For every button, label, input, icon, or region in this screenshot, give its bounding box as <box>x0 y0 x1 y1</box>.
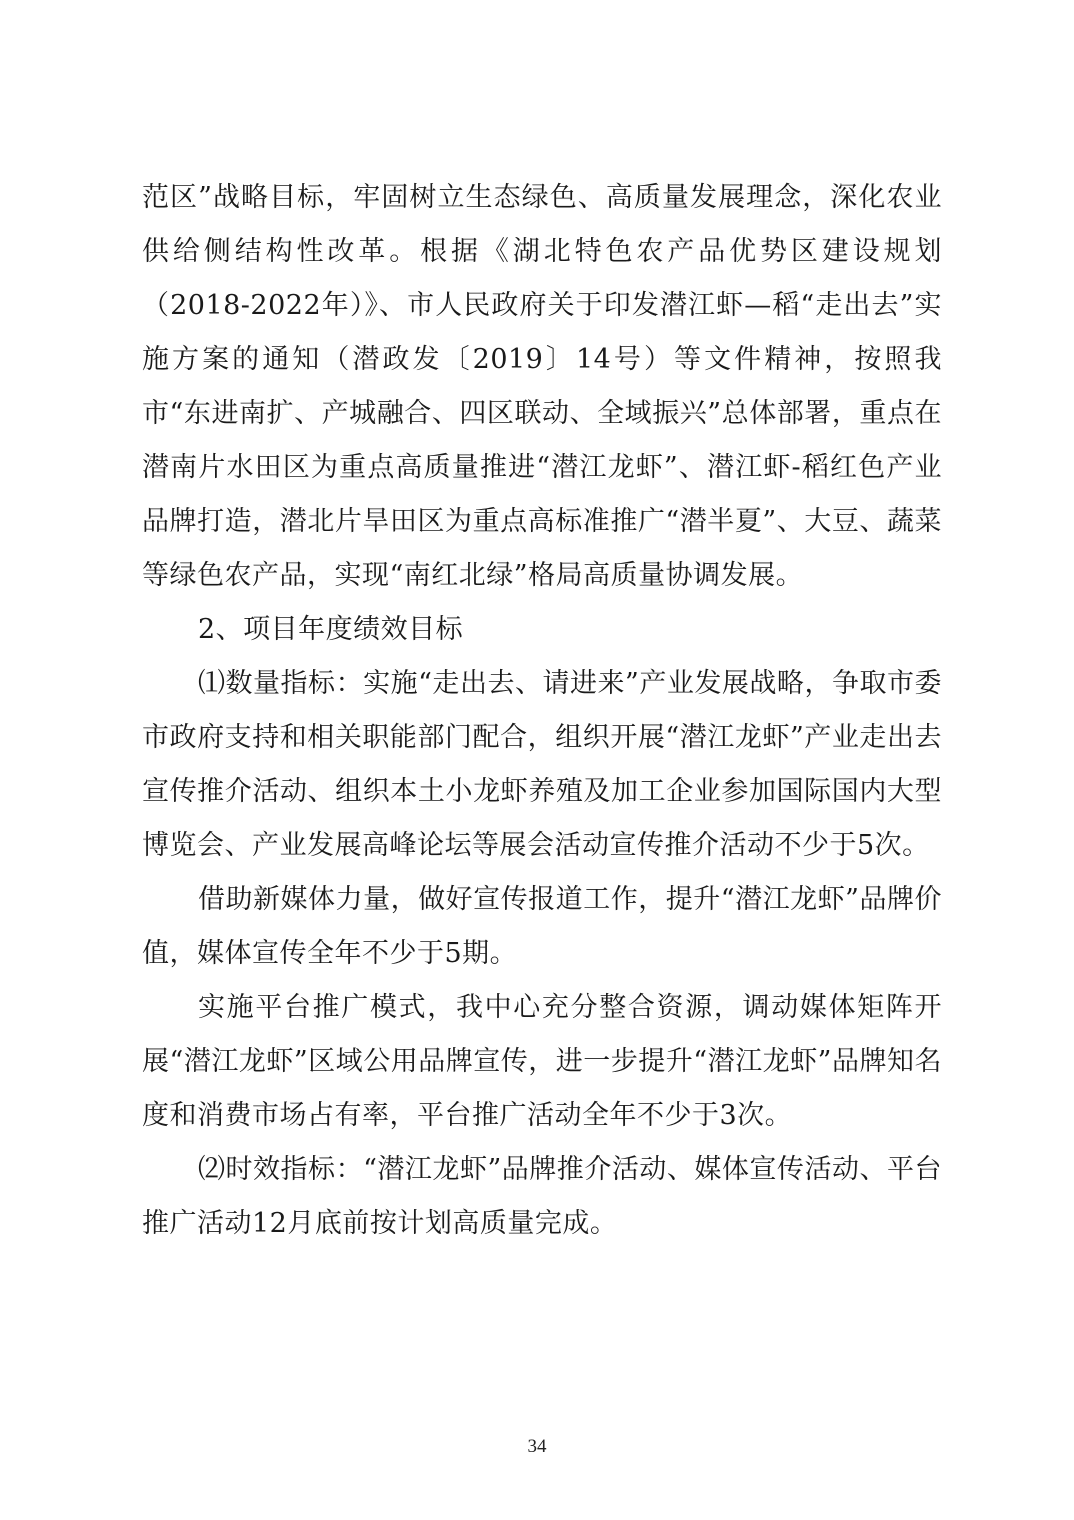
paragraph-new-media: 借助新媒体力量，做好宣传报道工作，提升“潜江龙虾”品牌价值，媒体宣传全年不少于5期。 <box>142 884 942 969</box>
paragraph-timeliness-indicator: ⑵时效指标：“潜江龙虾”品牌推介活动、媒体宣传活动、平台推广活动12月底前按计划高质量完成。 <box>142 1154 942 1239</box>
paragraph-quantity-indicator: ⑴数量指标：实施“走出去、请进来”产业发展战略，争取市委市政府支持和相关职能部门配合，组织开展“潜江龙虾”产业走出去宣传推介活动、组织本土小龙虾养殖及加工企业参加国际国内大型博览会、产业发展高峰论坛等展会活动宣传推介活动不少于5次。 <box>142 668 942 861</box>
body-text <box>142 171 942 1251</box>
heading-annual-performance-goals: 2、项目年度绩效目标 <box>198 614 464 645</box>
page-number: 34 <box>527 1436 547 1457</box>
paragraph-strategy-continuation: 范区”战略目标，牢固树立生态绿色、高质量发展理念，深化农业供给侧结构性改革。根据《湖北特色农产品优势区建设规划（2018-2022年）》、市人民政府关于印发潜江虾—稻“走出去”实施方案的通知（潜政发〔2019〕14号）等文件精神，按照我市“东进南扩、产城融合、四区联动、全域振兴”总体部署，重点在潜南片水田区为重点高质量推进“潜江龙虾”、潜江虾-稻红色产业品牌打造，潜北片旱田区为重点高标准推广“潜半夏”、大豆、蔬菜等绿色农产品，实现“南红北绿”格局高质量协调发展。 <box>142 182 942 591</box>
paragraph-platform-promotion: 实施平台推广模式，我中心充分整合资源，调动媒体矩阵开展“潜江龙虾”区域公用品牌宣传，进一步提升“潜江龙虾”品牌知名度和消费市场占有率，平台推广活动全年不少于3次。 <box>142 992 942 1131</box>
